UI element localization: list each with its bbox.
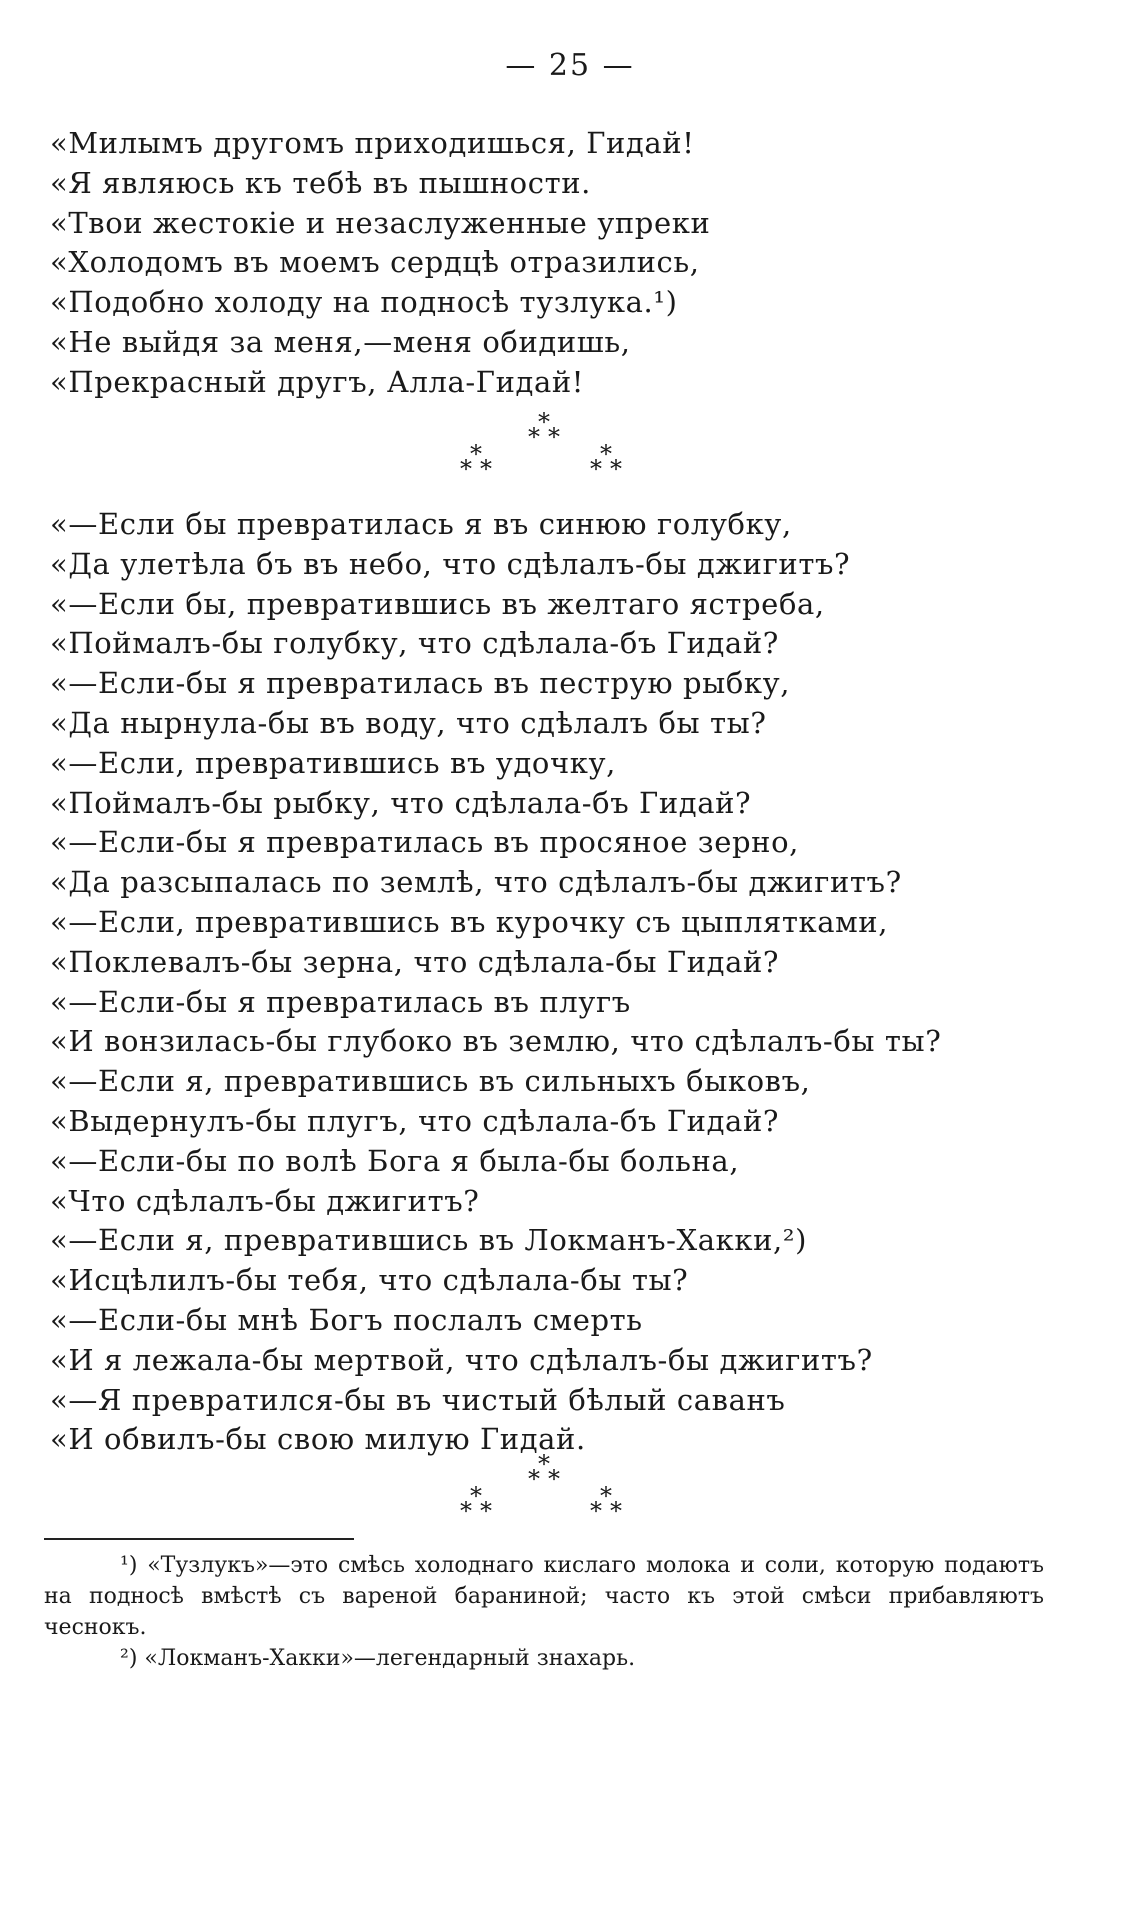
verse-line: «—Я превратился-бы въ чистый бѣлый саванъ — [50, 1382, 786, 1417]
verse-line: «—Если бы, превратившись въ желтаго ястреба, — [50, 586, 825, 621]
asterisk: * — [528, 423, 540, 451]
asterisk: * — [600, 1482, 612, 1510]
asterisk: * — [590, 1497, 602, 1525]
verse-line: «Выдернулъ-бы плугъ, что сдѣлала-бъ Гидай? — [50, 1103, 780, 1138]
verse-line: «Милымъ другомъ приходишься, Гидай! — [50, 126, 695, 160]
asterisk: * — [460, 1497, 472, 1525]
verse-line: «И я лежала-бы мертвой, что сдѣлалъ-бы джигитъ? — [50, 1342, 873, 1377]
asterisk: * — [548, 423, 560, 451]
verse-line: «Да нырнула-бы въ воду, что сдѣлалъ бы ты? — [50, 705, 767, 740]
asterisk: * — [548, 1465, 560, 1493]
stanza-1 — [50, 124, 1050, 403]
verse-line: «И обвилъ-бы свою милую Гидай. — [50, 1422, 586, 1457]
asterisk: * — [538, 408, 550, 436]
verse-line: «—Если-бы я превратилась въ просяное зерно, — [50, 825, 799, 860]
page-number: — 25 — — [505, 48, 635, 83]
verse-line: «Да улетѣла бъ въ небо, что сдѣлалъ-бы джигитъ? — [50, 546, 851, 581]
verse-line: «Что сдѣлалъ-бы джигитъ? — [50, 1183, 480, 1218]
verse-line: «—Если, превратившись въ курочку съ цыплятками, — [50, 904, 889, 939]
verse-line: «Да разсыпалась по землѣ, что сдѣлалъ-бы джигитъ? — [50, 865, 902, 900]
verse-line: «—Если-бы мнѣ Богъ послалъ смерть — [50, 1302, 643, 1337]
asterisk: * — [610, 1497, 622, 1525]
verse-line: «Поклевалъ-бы зерна, что сдѣлала-бы Гидай? — [50, 944, 780, 979]
asterisk: * — [600, 440, 612, 468]
asterism-divider — [452, 410, 632, 490]
asterism-divider — [452, 1452, 632, 1532]
verse-line: «Не выйдя за меня,—меня обидишь, — [50, 324, 631, 359]
asterisk: * — [470, 440, 482, 468]
verse-line: «—Если-бы по волѣ Бога я была-бы больна, — [50, 1143, 740, 1178]
stanza-2 — [50, 505, 1050, 1460]
asterisk: * — [480, 1497, 492, 1525]
footnote-2: ²) «Локманъ-Хакки»—легендарный знахарь. — [120, 1646, 636, 1671]
asterisk: * — [610, 455, 622, 483]
verse-line: «Исцѣлилъ-бы тебя, что сдѣлала-бы ты? — [50, 1263, 689, 1298]
verse-line: «Холодомъ въ моемъ сердцѣ отразились, — [50, 245, 700, 280]
verse-line: «—Если, превратившись въ удочку, — [50, 745, 616, 780]
asterisk: * — [528, 1465, 540, 1493]
verse-line: «—Если-бы я превратилась въ пеструю рыбку, — [50, 666, 791, 701]
verse-line: «—Если я, превратившись въ сильныхъ быковъ, — [50, 1064, 811, 1099]
asterisk: * — [470, 1482, 482, 1510]
asterisk: * — [460, 455, 472, 483]
verse-line: «Поймалъ-бы голубку, что сдѣлала-бъ Гидай? — [50, 626, 779, 661]
verse-line: «Я являюсь къ тебѣ въ пышности. — [50, 165, 591, 200]
verse-line: «—Если я, превратившись въ Локманъ-Хакки,²) — [50, 1223, 808, 1258]
footnotes — [44, 1550, 1044, 1674]
verse-line: «И вонзилась-бы глубоко въ землю, что сдѣлалъ-бы ты? — [50, 1024, 942, 1059]
verse-line: «Прекрасный другъ, Алла-Гидай! — [50, 364, 585, 399]
verse-line: «Поймалъ-бы рыбку, что сдѣлала-бъ Гидай? — [50, 785, 752, 820]
footnote-separator — [44, 1538, 354, 1540]
asterisk: * — [538, 1450, 550, 1478]
verse-line: «—Если бы превратилась я въ синюю голубку, — [50, 507, 792, 541]
verse-line: «Твои жестокіе и незаслуженные упреки — [50, 205, 711, 240]
asterisk: * — [480, 455, 492, 483]
verse-line: «—Если-бы я превратилась въ плугъ — [50, 984, 631, 1019]
verse-line: «Подобно холоду на подносѣ тузлука.¹) — [50, 285, 678, 320]
footnote-1: ¹) «Тузлукъ»—это смѣсь холоднаго кислаго молока и соли, которую подаютъ на подносѣ вмѣстѣ съ вареной бараниной; часто къ этой смѣси прибавляютъ чеснокъ. — [44, 1553, 1044, 1640]
asterisk: * — [590, 455, 602, 483]
